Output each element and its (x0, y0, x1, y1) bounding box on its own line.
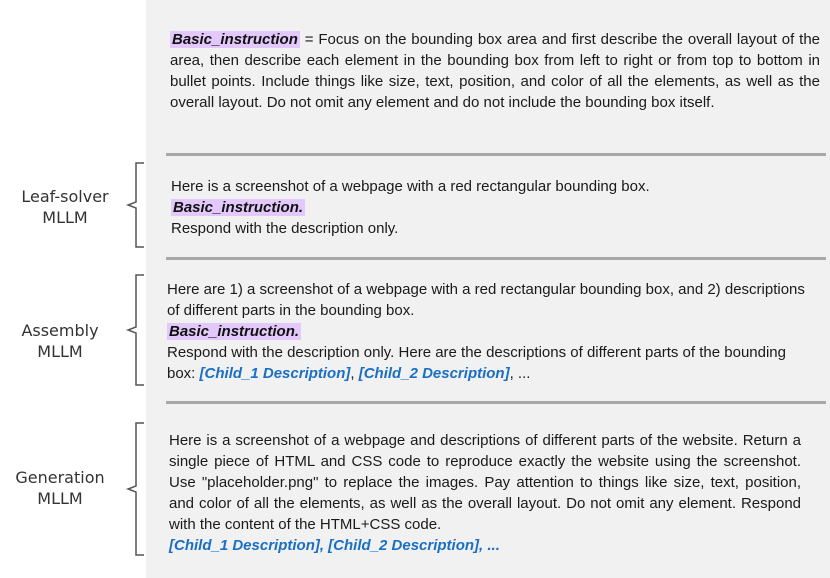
divider (166, 401, 826, 404)
generation-label-line1: Generation (15, 468, 105, 487)
leaf-solver-label (5, 186, 125, 228)
child-2-description: [Child_2 Description] (358, 365, 510, 382)
leaf-solver-label-line2: MLLM (42, 208, 88, 227)
brace-icon (118, 420, 148, 558)
leaf-solver-label-line1: Leaf-solver (21, 187, 109, 206)
assembly-label-line1: Assembly (21, 321, 99, 340)
leaf-solver-instruction: Basic_instruction. (173, 199, 304, 216)
divider (166, 153, 826, 156)
assembly-label (0, 320, 120, 362)
generation-text: Here is a screenshot of a webpage and descriptions of different parts of the website. Return a single piece of HTML and CSS code to reproduce exactly the website using the screenshot. Use "placeholder.png" to replace the images. Pay attention to things like size, text, position, and color of all the elements, as well as the overall layout. Do not omit any element. Respond with the content of the HTML+CSS code. (169, 432, 801, 533)
leaf-solver-prompt (171, 176, 821, 239)
child-1-description: [Child_1 Description] (199, 365, 351, 382)
assembly-line1: Here are 1) a screenshot of a webpage with a red rectangular bounding box, and 2) descriptions of different parts in the bounding box. (167, 281, 805, 319)
assembly-prompt (167, 279, 812, 384)
basic-instruction-text: = Focus on the bounding box area and first describe the overall layout of the area, then describe each element in the bounding box from left to right or from top to bottom in bullet points. Include things like size, text, position, and color of all the elements, as well as the overall layout. Do not omit any element and do not include the bounding box itself. (170, 31, 820, 111)
ellipsis: , ... (509, 365, 531, 382)
divider (166, 257, 826, 260)
brace-icon (118, 272, 148, 388)
leaf-solver-line3: Respond with the description only. (171, 220, 399, 237)
brace-icon (118, 160, 148, 250)
leaf-solver-line1: Here is a screenshot of a webpage with a red rectangular bounding box. (171, 178, 650, 195)
separator: , (350, 365, 359, 382)
generation-label (0, 467, 120, 509)
assembly-line3: Respond with the description only. Here are the descriptions of different parts of the bounding box: (167, 344, 786, 382)
generation-prompt (169, 430, 801, 556)
basic-instruction-term: Basic_instruction (172, 31, 298, 48)
basic-instruction-block (170, 29, 820, 113)
generation-label-line2: MLLM (37, 489, 83, 508)
assembly-label-line2: MLLM (37, 342, 83, 361)
assembly-instruction: Basic_instruction. (169, 323, 300, 340)
generation-child-descriptions: [Child_1 Description], [Child_2 Description], ... (169, 537, 500, 554)
